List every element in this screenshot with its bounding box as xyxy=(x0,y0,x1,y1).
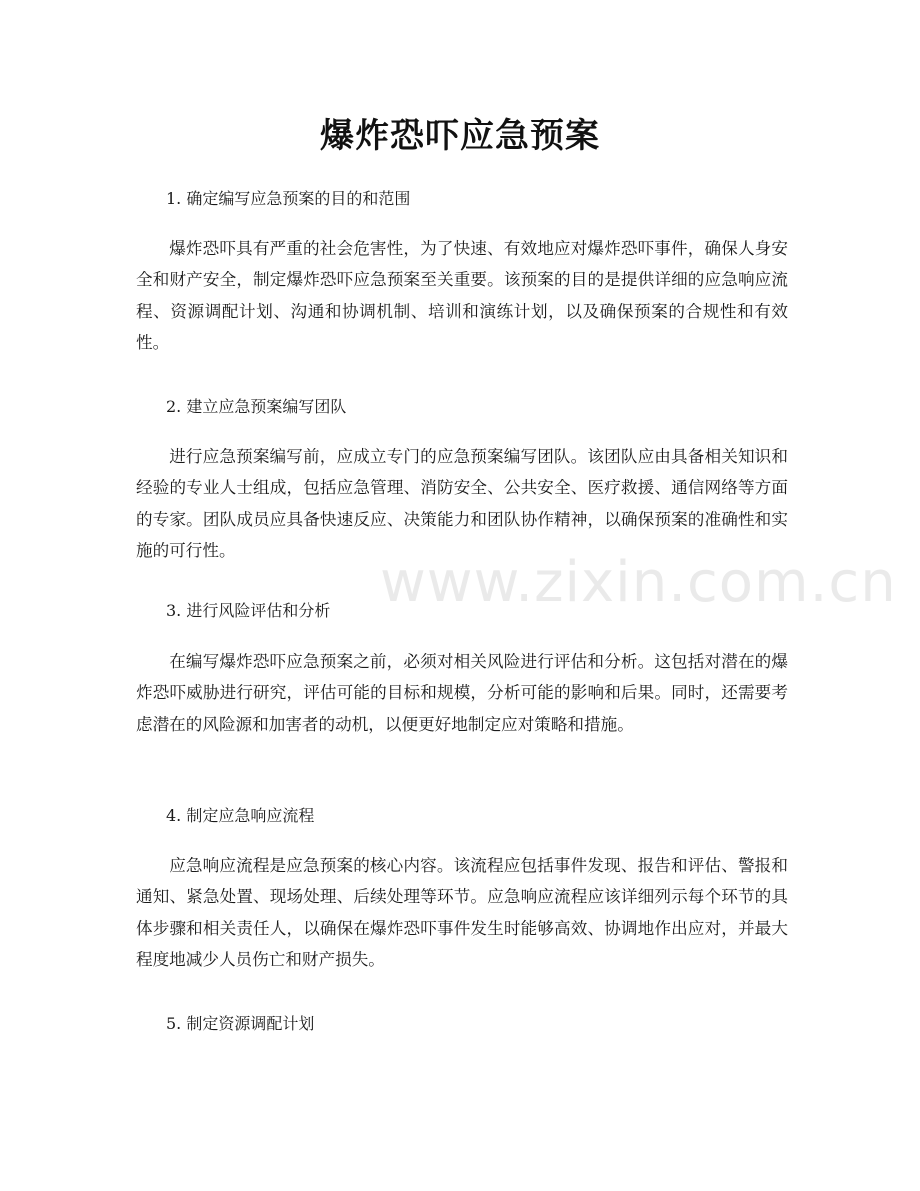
section-heading-5: 5. 制定资源调配计划 xyxy=(166,1014,315,1033)
section-heading-3: 3. 进行风险评估和分析 xyxy=(166,601,331,620)
section-heading-2: 2. 建立应急预案编写团队 xyxy=(166,397,347,416)
section-paragraph-1: 爆炸恐吓具有严重的社会危害性，为了快速、有效地应对爆炸恐吓事件，确保人身安全和财产安全，制定爆炸恐吓应急预案至关重要。该预案的目的是提供详细的应急响应流程、资源调配计划、沟通和协调机制、培训和演练计划，以及确保预案的合规性和有效性。 xyxy=(136,239,788,352)
document-title: 爆炸恐吓应急预案 xyxy=(320,116,600,156)
section-heading-4: 4. 制定应急响应流程 xyxy=(166,806,315,825)
section-paragraph-3: 在编写爆炸恐吓应急预案之前，必须对相关风险进行评估和分析。这包括对潜在的爆炸恐吓威胁进行研究，评估可能的目标和规模，分析可能的影响和后果。同时，还需要考虑潜在的风险源和加害者的动机，以便更好地制定应对策略和措施。 xyxy=(136,652,788,734)
watermark: www.zixin.com.cn xyxy=(380,550,897,615)
section-paragraph-4: 应急响应流程是应急预案的核心内容。该流程应包括事件发现、报告和评估、警报和通知、紧急处置、现场处理、后续处理等环节。应急响应流程应该详细列示每个环节的具体步骤和相关责任人，以确保在爆炸恐吓事件发生时能够高效、协调地作出应对，并最大程度地减少人员伤亡和财产损失。 xyxy=(136,856,788,969)
section-heading-1: 1. 确定编写应急预案的目的和范围 xyxy=(166,189,411,208)
section-paragraph-2: 进行应急预案编写前，应成立专门的应急预案编写团队。该团队应由具备相关知识和经验的专业人士组成，包括应急管理、消防安全、公共安全、医疗救援、通信网络等方面的专家。团队成员应具备快速反应、决策能力和团队协作精神，以确保预案的准确性和实施的可行性。 xyxy=(136,447,788,560)
